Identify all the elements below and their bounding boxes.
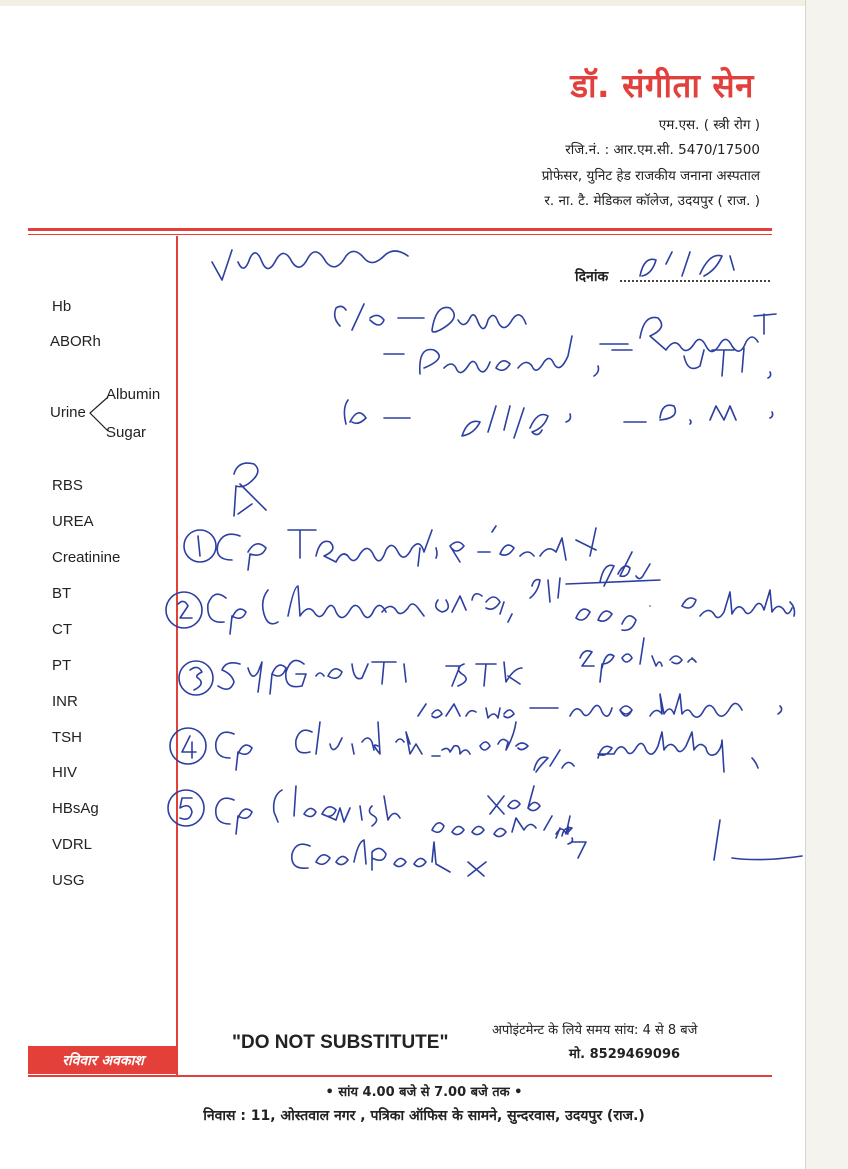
test-hb: Hb	[52, 298, 72, 315]
test-pt: PT	[52, 657, 72, 674]
phone-number: मो. 8529469096	[569, 1047, 681, 1062]
doctor-position: प्रोफेसर, युनिट हेड राजकीय जनाना अस्पताल	[541, 168, 760, 184]
date-label: दिनांक	[575, 269, 609, 285]
test-hbsag: HBsAg	[52, 800, 99, 817]
appointment-timing: अपोइंटमेन्ट के लिये समय सांय: 4 से 8 बजे	[492, 1023, 698, 1038]
test-inr: INR	[52, 693, 78, 710]
test-bt: BT	[52, 585, 72, 602]
test-usg: USG	[52, 872, 85, 889]
registration-number: रजि.नं. : आर.एम.सी. 5470/17500	[565, 142, 760, 158]
test-urine: Urine	[50, 404, 86, 421]
footer-rule	[28, 1075, 772, 1077]
doctor-name: डॉ. संगीता सेन	[570, 66, 754, 105]
test-rbs: RBS	[52, 477, 83, 494]
clinic-timing: • सांय 4.00 बजे से 7.00 बजे तक •	[325, 1085, 523, 1100]
test-ct: CT	[52, 621, 72, 638]
test-creatinine: Creatinine	[52, 549, 121, 566]
test-tsh: TSH	[52, 729, 82, 746]
test-aborh: ABORh	[50, 333, 101, 350]
test-hiv: HIV	[52, 764, 78, 781]
residence-address: निवास : 11, ओस्तवाल नगर , पत्रिका ऑफिस के सामने, सुन्दरवास, उदयपुर (राज.)	[203, 1108, 645, 1124]
doctor-degree: एम.एस. ( स्त्री रोग )	[658, 117, 760, 133]
do-not-substitute: "DO NOT SUBSTITUTE"	[232, 1032, 449, 1053]
test-vdrl: VDRL	[52, 836, 93, 853]
college-name: र. ना. टै. मेडिकल कॉलेज, उदयपुर ( राज. )	[544, 193, 760, 209]
test-sugar: Sugar	[106, 424, 147, 441]
sunday-off-badge: रविवार अवकाश	[28, 1046, 178, 1074]
test-urea: UREA	[52, 513, 94, 530]
test-albumin: Albumin	[106, 386, 161, 403]
